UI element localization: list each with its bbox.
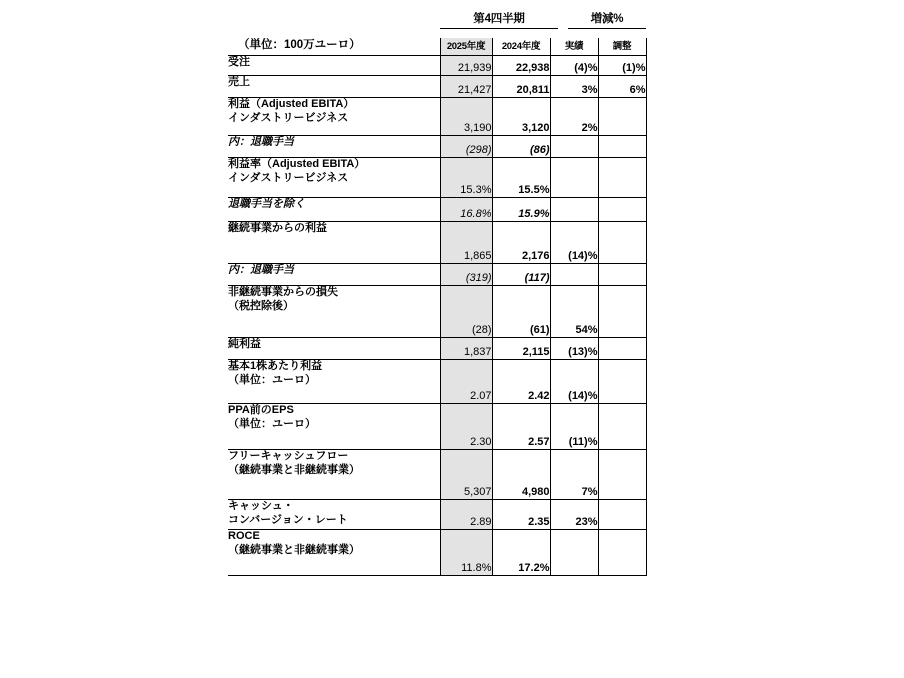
value-change-adjusted: (1)% — [598, 56, 646, 76]
value-current-year: 5,307 — [440, 450, 492, 500]
value-previous-year: 17.2% — [492, 530, 550, 576]
value-current-year: 1,865 — [440, 222, 492, 264]
row-label-line: インダストリービジネス — [228, 112, 349, 125]
table-header — [228, 38, 646, 56]
row-label-line: 利益率（Adjusted EBITA） — [228, 158, 366, 171]
row-label — [228, 360, 440, 404]
table-row — [228, 136, 646, 158]
value-change-actual — [550, 136, 598, 158]
row-label-line: 非継続事業からの損失 — [228, 286, 338, 299]
value-previous-year: (61) — [492, 286, 550, 338]
column-header-unit: （単位：100万ユーロ） — [238, 39, 361, 51]
row-label-line: （単位：ユーロ） — [228, 374, 316, 387]
table-row — [228, 404, 646, 450]
row-label-line: コンバージョン・レート — [228, 514, 348, 527]
value-current-year: 21,427 — [440, 76, 492, 98]
row-label — [228, 500, 440, 530]
row-label-line: （単位：ユーロ） — [228, 418, 316, 431]
value-change-actual: 54% — [550, 286, 598, 338]
row-label — [228, 450, 440, 500]
row-label — [228, 530, 440, 576]
value-change-actual: 23% — [550, 500, 598, 530]
table-row — [228, 222, 646, 264]
row-label-line: PPA前のEPS — [228, 404, 294, 417]
row-label — [228, 222, 440, 264]
row-label-line: 内：退職手当 — [228, 136, 294, 149]
spanning-header-band — [228, 10, 646, 40]
table-row — [228, 76, 646, 98]
row-label — [228, 198, 440, 222]
value-change-adjusted — [598, 530, 646, 576]
row-label-line: インダストリービジネス — [228, 172, 349, 185]
value-current-year: 15.3% — [440, 158, 492, 198]
row-label-line: 基本1株あたり利益 — [228, 360, 323, 373]
value-change-adjusted: 6% — [598, 76, 646, 98]
table-row — [228, 286, 646, 338]
value-current-year: (28) — [440, 286, 492, 338]
table-row — [228, 360, 646, 404]
row-label-line: 内：退職手当 — [228, 264, 294, 277]
value-previous-year: 2.42 — [492, 360, 550, 404]
value-previous-year: 2,176 — [492, 222, 550, 264]
value-change-adjusted — [598, 264, 646, 286]
financial-results-table — [228, 38, 647, 576]
value-current-year: (298) — [440, 136, 492, 158]
row-label-line: キャッシュ・ — [228, 500, 294, 513]
row-label-line: 退職手当を除く — [228, 198, 305, 211]
value-change-adjusted — [598, 338, 646, 360]
row-label-line: フリーキャッシュフロー — [228, 450, 349, 463]
value-change-actual: 3% — [550, 76, 598, 98]
value-change-actual: (4)% — [550, 56, 598, 76]
table-row — [228, 56, 646, 76]
value-change-adjusted — [598, 158, 646, 198]
row-label — [228, 56, 440, 76]
value-previous-year: 15.9% — [492, 198, 550, 222]
value-change-actual — [550, 198, 598, 222]
table-row — [228, 158, 646, 198]
table-row — [228, 500, 646, 530]
row-label — [228, 264, 440, 286]
value-current-year: 2.30 — [440, 404, 492, 450]
value-current-year: 16.8% — [440, 198, 492, 222]
value-current-year: 11.8% — [440, 530, 492, 576]
value-change-actual: 2% — [550, 98, 598, 136]
value-change-actual: (13)% — [550, 338, 598, 360]
table-row — [228, 530, 646, 576]
value-change-actual: (11)% — [550, 404, 598, 450]
row-label — [228, 158, 440, 198]
row-label-line: 継続事業からの利益 — [228, 222, 327, 235]
value-change-actual: 7% — [550, 450, 598, 500]
row-label-line: 純利益 — [228, 338, 261, 351]
column-header-previous-year: 2024年度 — [492, 38, 550, 56]
value-change-actual — [550, 158, 598, 198]
value-change-adjusted — [598, 360, 646, 404]
value-change-actual: (14)% — [550, 222, 598, 264]
value-change-adjusted — [598, 286, 646, 338]
value-change-adjusted — [598, 222, 646, 264]
value-current-year: 21,939 — [440, 56, 492, 76]
row-label — [228, 404, 440, 450]
value-previous-year: 3,120 — [492, 98, 550, 136]
row-label — [228, 76, 440, 98]
value-previous-year: 2.57 — [492, 404, 550, 450]
row-label-line: ROCE — [228, 530, 260, 543]
value-previous-year: 2.35 — [492, 500, 550, 530]
row-label — [228, 98, 440, 136]
value-current-year: 2.89 — [440, 500, 492, 530]
value-current-year: (319) — [440, 264, 492, 286]
value-change-adjusted — [598, 136, 646, 158]
row-label-line: 受注 — [228, 56, 250, 69]
value-change-adjusted — [598, 98, 646, 136]
row-label — [228, 286, 440, 338]
value-previous-year: 20,811 — [492, 76, 550, 98]
value-change-actual — [550, 530, 598, 576]
column-header-current-year: 2025年度 — [440, 38, 492, 56]
value-change-adjusted — [598, 500, 646, 530]
value-change-adjusted — [598, 198, 646, 222]
table-body — [228, 56, 646, 576]
row-label — [228, 338, 440, 360]
column-header-adjusted: 調整 — [598, 38, 646, 56]
table-row — [228, 198, 646, 222]
row-label-line: （税控除後） — [228, 300, 294, 313]
row-label — [228, 136, 440, 158]
table-row — [228, 338, 646, 360]
row-label-line: （継続事業と非継続事業） — [228, 544, 360, 557]
spanning-header-quarter: 第4四半期 — [440, 10, 558, 29]
table-row — [228, 264, 646, 286]
value-current-year: 2.07 — [440, 360, 492, 404]
value-previous-year: (117) — [492, 264, 550, 286]
spanning-header-change: 増減% — [568, 10, 646, 29]
value-change-actual — [550, 264, 598, 286]
row-label-line: 利益（Adjusted EBITA） — [228, 98, 355, 111]
value-change-adjusted — [598, 404, 646, 450]
table-row — [228, 450, 646, 500]
value-previous-year: 4,980 — [492, 450, 550, 500]
value-previous-year: (86) — [492, 136, 550, 158]
value-change-actual: (14)% — [550, 360, 598, 404]
value-previous-year: 15.5% — [492, 158, 550, 198]
value-current-year: 3,190 — [440, 98, 492, 136]
value-change-adjusted — [598, 450, 646, 500]
column-header-actual: 実績 — [550, 38, 598, 56]
value-previous-year: 2,115 — [492, 338, 550, 360]
row-label-line: （継続事業と非継続事業） — [228, 464, 360, 477]
row-label-line: 売上 — [228, 76, 250, 89]
column-header-row — [228, 38, 646, 56]
value-previous-year: 22,938 — [492, 56, 550, 76]
table-row — [228, 98, 646, 136]
value-current-year: 1,837 — [440, 338, 492, 360]
